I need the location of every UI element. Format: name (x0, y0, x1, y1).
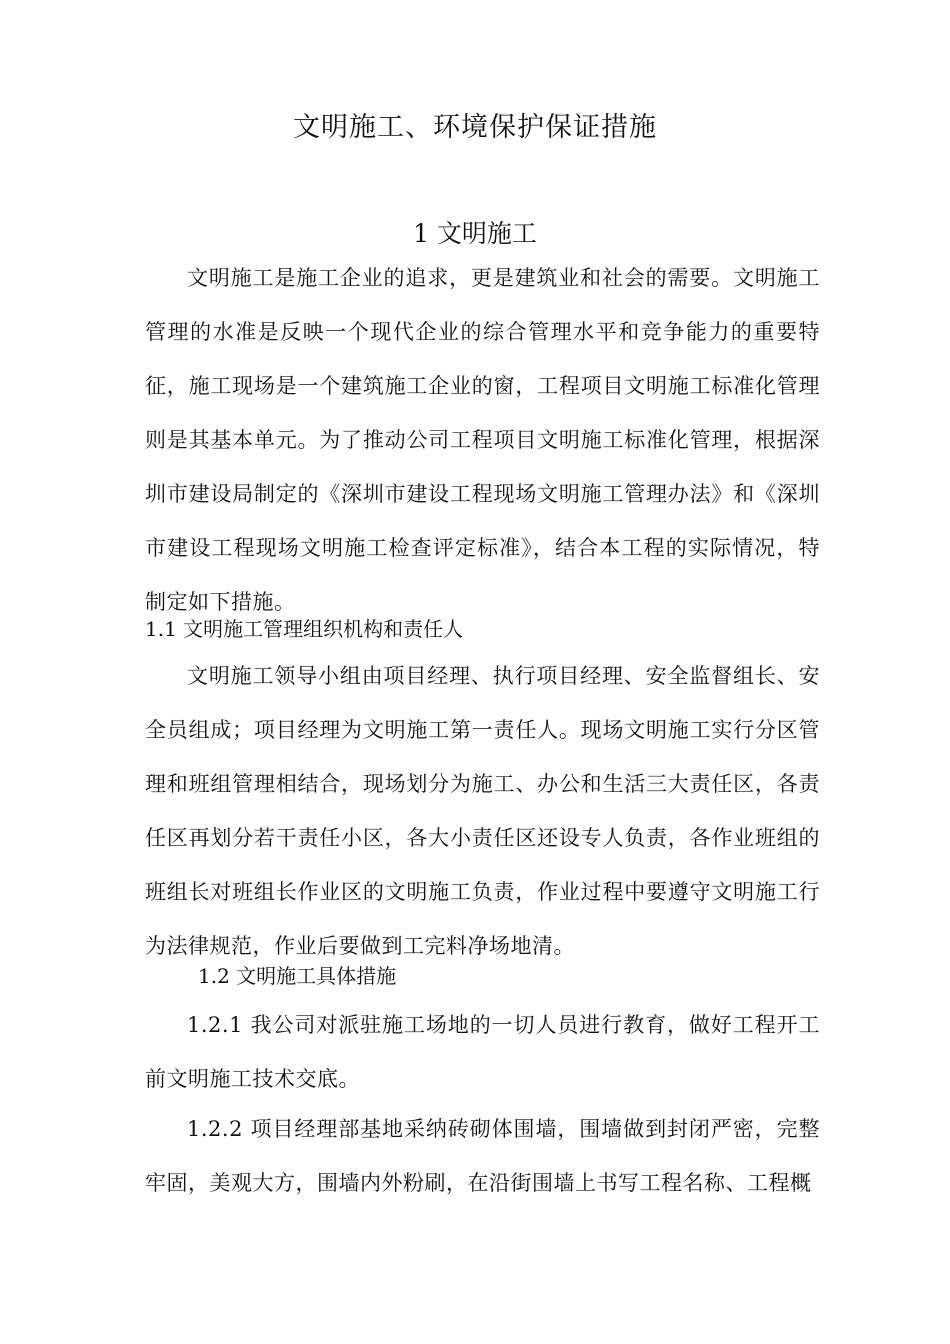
section-heading-1-2: 1.2 文明施工具体措施 (198, 964, 397, 988)
section-heading-1-1: 1.1 文明施工管理组织机构和责任人 (145, 617, 464, 641)
measure-item-2: 1.2.2 项目经理部基地采纳砖砌体围墙，围墙做到封闭严密，完整牢固，美观大方，围墙内外粉刷，在沿街围墙上书写工程名称、工程概 (145, 1117, 820, 1195)
organization-paragraph: 文明施工领导小组由项目经理、执行项目经理、安全监督组长、安全员组成；项目经理为文明施工第一责任人。现场文明施工实行分区管理和班组管理相结合，现场划分为施工、办公和生活三大责任区，各责任区再划分若干责任小区，各大小责任区还设专人负责，各作业班组的班组长对班组长作业区的文明施工负责，作业过程中要遵守文明施工行为法律规范，作业后要做到工完料净场地清。 (145, 664, 820, 958)
measure-item-1: 1.2.1 我公司对派驻施工场地的一切人员进行教育，做好工程开工前文明施工技术交底。 (145, 1013, 820, 1091)
section-heading-1: 1 文明施工 (413, 219, 537, 248)
document-title: 文明施工、环境保护保证措施 (293, 112, 657, 143)
intro-paragraph: 文明施工是施工企业的追求，更是建筑业和社会的需要。文明施工管理的水准是反映一个现代企业的综合管理水平和竞争能力的重要特征，施工现场是一个建筑施工企业的窗，工程项目文明施工标准化管理则是其基本单元。为了推动公司工程项目文明施工标准化管理，根据深圳市建设局制定的《深圳市建设工程现场文明施工管理办法》和《深圳市建设工程现场文明施工检查评定标准》，结合本工程的实际情况，特制定如下措施。 (145, 266, 820, 614)
